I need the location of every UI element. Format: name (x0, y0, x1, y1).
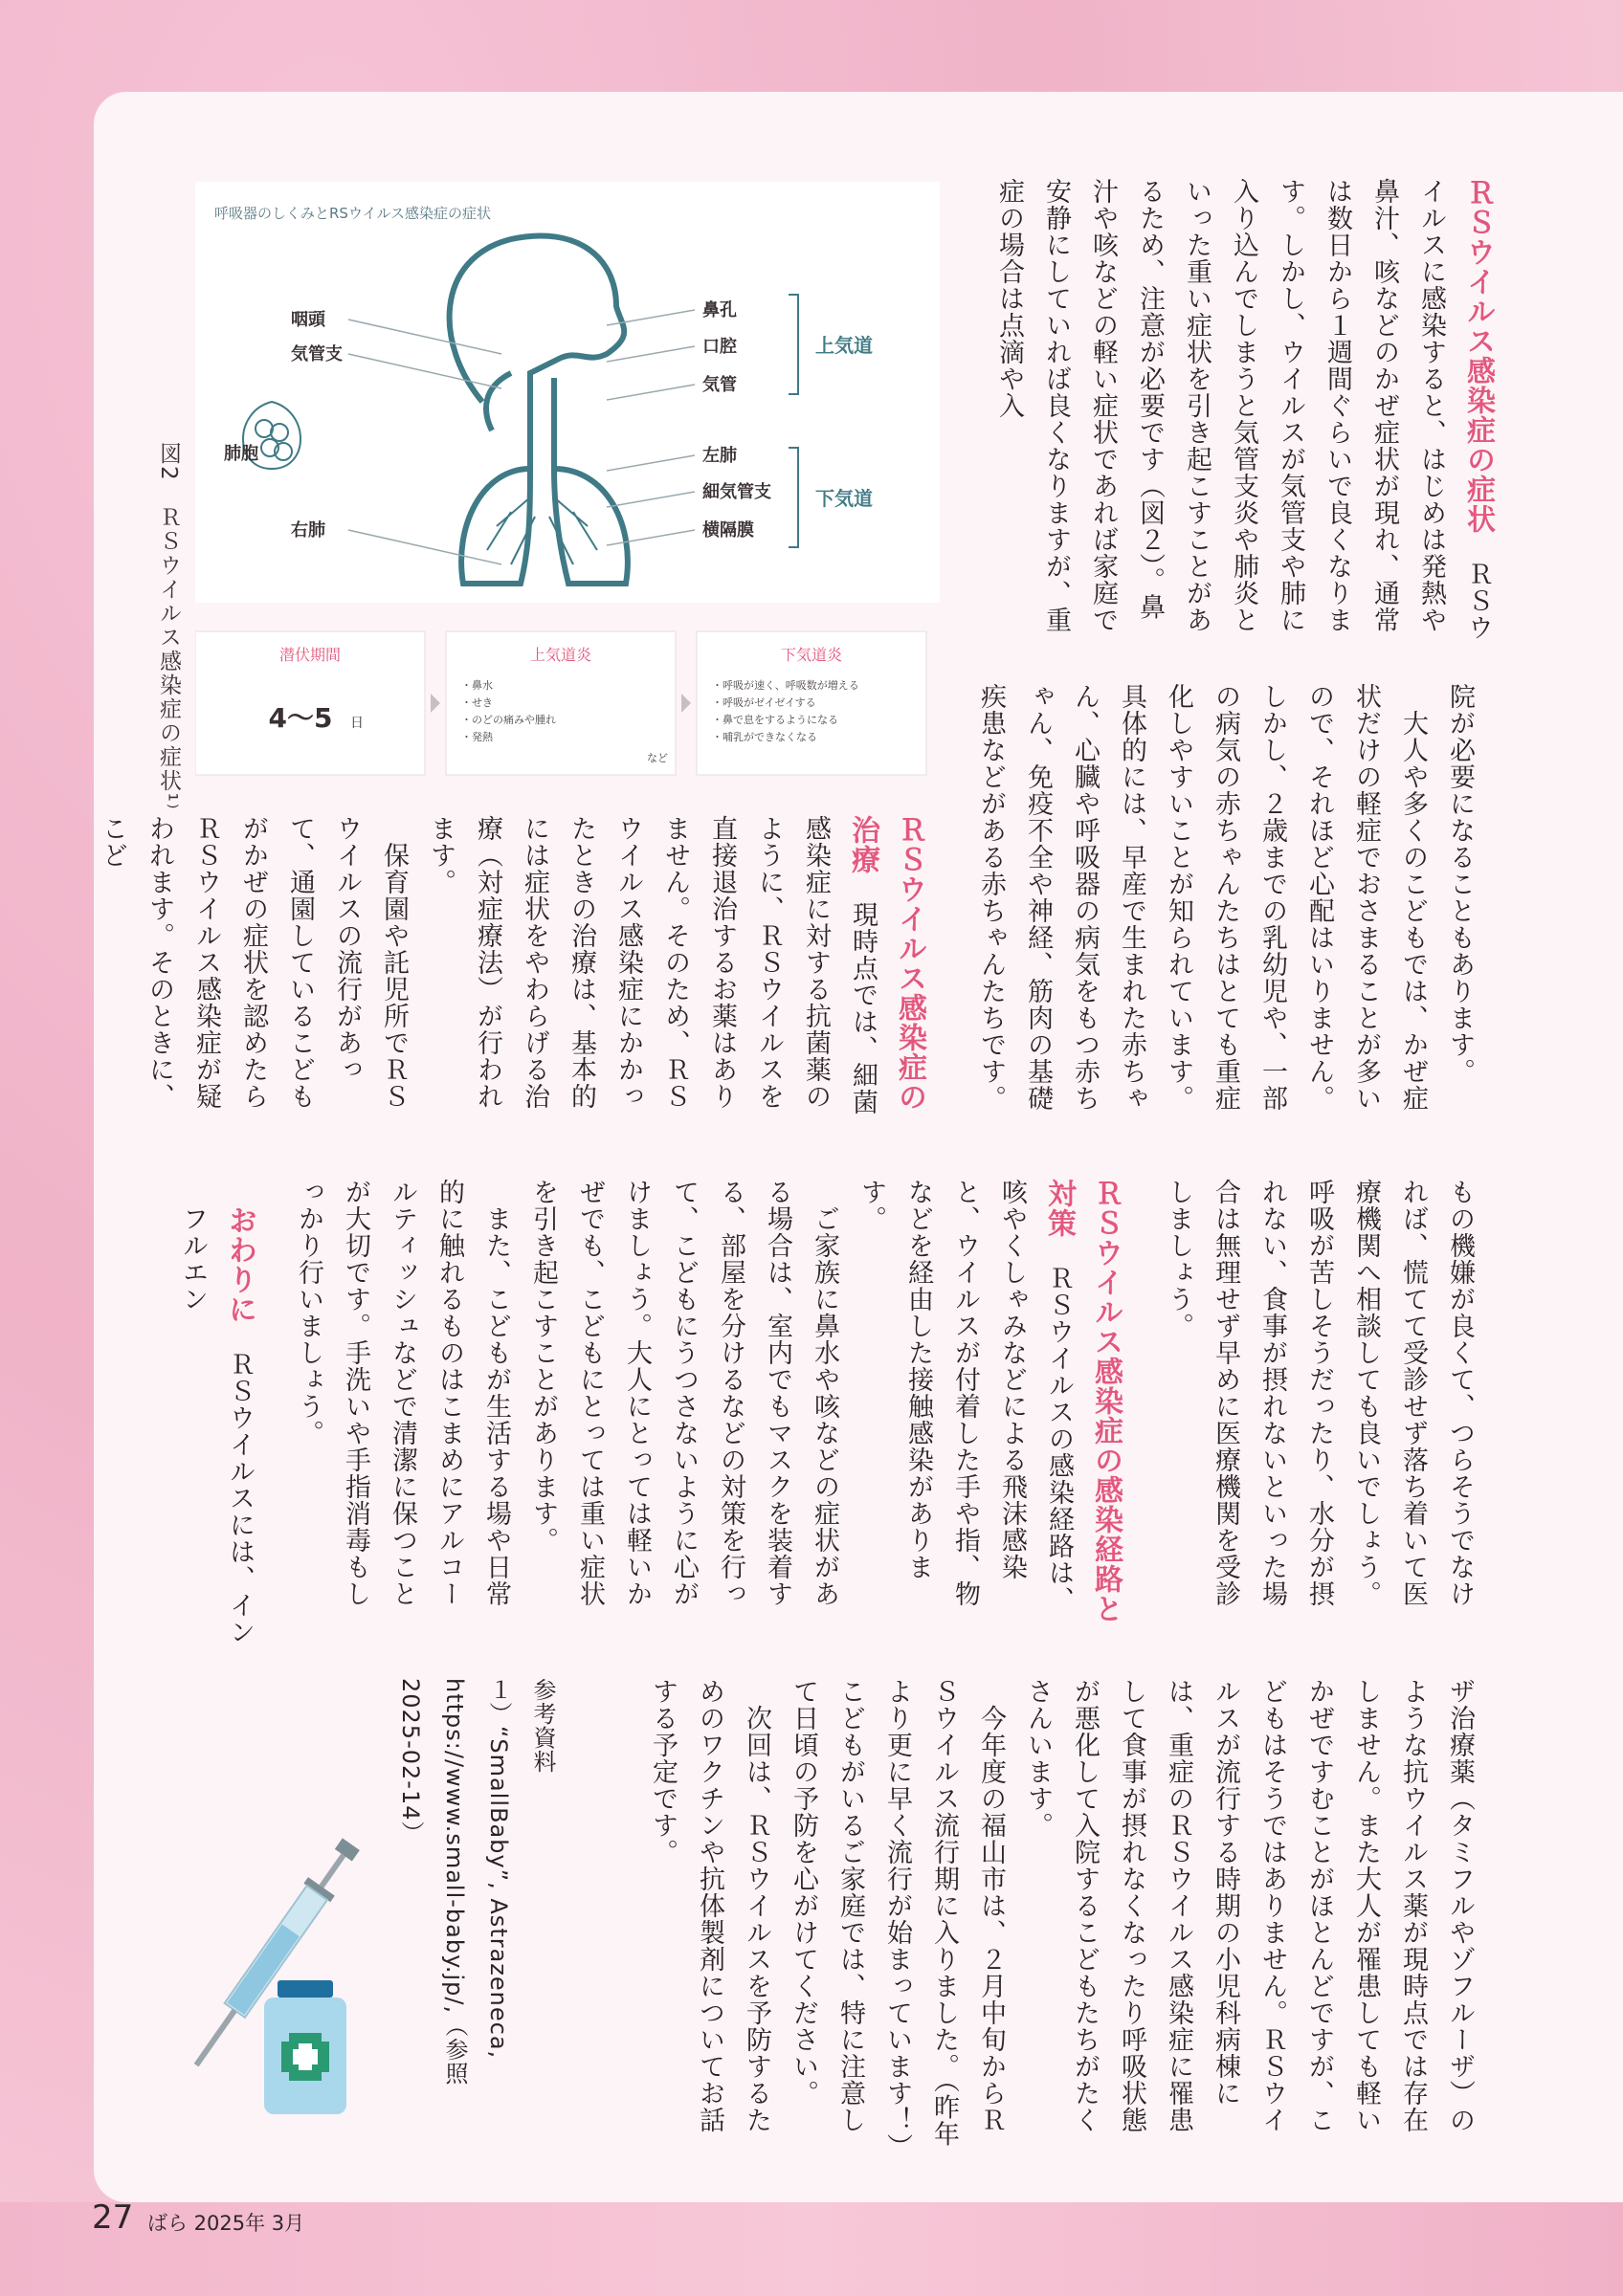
stage-box-title: 上気道炎 (529, 646, 592, 664)
diagram-label: 左肺 (702, 446, 737, 466)
body-text: ザ治療薬（タミフルやゾフルーザ）のような抗ウイルス薬が現時点では存在しません。また大人が罹患しても軽いかぜですむことがほとんどですが、こどもはそうではありません。ＲＳウイルスが流行する時期の小児科病棟には、重症のＲＳウイルス感染症に罹患して食事が摂れなくなったり呼吸状態が悪化して入院するこどもたちがたくさんいます。 今年度の福山市は、２月中旬からＲＳウイルス流行期に入りました。（昨年より更に早く流行が始まっています！）こどもがいるご家庭では、特に注意して日頃の予防を心がけてください。 次回は、ＲＳウイルスを予防するためのワクチンや抗体製剤についてお話する予定です。 (648, 1678, 1475, 2148)
stage-box-title: 潜伏期間 (278, 646, 342, 664)
stage-box-note: など (647, 752, 668, 764)
stage-box (697, 631, 926, 775)
references (392, 1678, 565, 2128)
references-heading: 参考資料 (529, 1678, 556, 1774)
medicine-bottle-icon (264, 1980, 346, 2114)
stage-box-item: ・発熱 (461, 731, 493, 743)
stage-box-item: ・鼻で息をするようになる (712, 714, 838, 726)
figure-respiratory-system (195, 182, 940, 784)
stage-boxes (195, 631, 926, 775)
heading-treatment: ＲＳウイルス感染症の治療 (846, 815, 926, 1112)
incubation-days: 4〜5 (268, 702, 333, 734)
incubation-unit: 日 (350, 716, 364, 731)
body-text: ＲＳウイルスに感染すると、はじめは発熱や鼻汁、咳などのかぜ症状が現れ、通常は数日から１週間ぐらいで良くなります。しかし、ウイルスが気管支や肺に入り込んでしまうと気管支炎や肺炎といった重い症状を引き起こすことがあるため、注意が必要です（図２）。鼻汁や咳などの軽い症状であれば家庭で安静にしていれば良くなりますが、重症の場合は点滴や入 (994, 178, 1493, 641)
heading-infection-route: ＲＳウイルス感染症の感染経路と対策 (1042, 1179, 1123, 1623)
stage-box-item: ・呼吸が速く、呼吸数が増える (712, 679, 859, 692)
footer-publication: ばら 2025年 3月 (147, 2212, 305, 2235)
stage-box-item: ・のどの痛みや腫れ (461, 714, 556, 726)
diagram-label: 鼻孔 (702, 300, 737, 320)
article-column-5 (287, 1179, 1129, 1628)
respiratory-diagram (195, 182, 940, 784)
diagram-label: 気管支 (291, 344, 343, 364)
diagram-label: 細気管支 (702, 482, 771, 502)
article-column-6 (148, 1205, 263, 1645)
diagram-label: 右肺 (291, 520, 325, 541)
body-text: ＲＳウイルスには、インフルエン (178, 1205, 255, 1645)
body-text: 現時点では、細菌感染症に対する抗菌薬のように、ＲＳウイルスを直接退治するお薬はありません。そのため、ＲＳウイルス感染症にかかったときの治療は、基本的には症状をやわらげる治療（対症療法）が行われます。 保育園や託児所でＲＳウイルスの流行があって、通園しているこどもがかぜの症状を認めたらＲＳウイルス感染症が疑われます。そのときに、こど (98, 815, 878, 1115)
arrow-right-icon (431, 694, 440, 713)
arrow-right-icon (681, 694, 691, 713)
heading-closing: おわりに (223, 1205, 256, 1324)
article-column-2 (976, 683, 1483, 1133)
stage-box-item: ・哺乳ができなくなる (712, 731, 817, 743)
diagram-label: 口腔 (702, 337, 737, 357)
stage-box-title: 下気道炎 (780, 646, 843, 664)
stage-box-item: ・せき (461, 696, 493, 709)
diagram-label: 肺胞 (224, 444, 258, 464)
article-column-3 (98, 815, 933, 1131)
stage-box-item: ・呼吸がゼイゼイする (712, 696, 816, 709)
article-column-7 (648, 1678, 1483, 2156)
body-text: 院が必要になることもあります。 大人や多くのこどもでは、かぜ症状だけの軽症でおさまることが多いので、それほど心配はいりません。しかし、２歳までの乳幼児や、一部の病気の赤ちゃんたちはとても重症化しやすいことが知られています。具体的には、早産で生まれた赤ちゃん、心臓や呼吸器の病気をもつ赤ちゃん、免疫不全や神経、筋肉の基礎疾患などがある赤ちゃんたちです。 (976, 683, 1475, 1112)
body-text: もの機嫌が良くて、つらそうでなければ、慌てて受診せず落ち着いて医療機関へ相談しても良いでしょう。呼吸が苦しそうだったり、水分が摂れない、食事が摂れないといった場合は無理せず早めに医療機関を受診しましょう。 (1164, 1179, 1475, 1607)
stage-box (195, 631, 440, 775)
diagram-title: 呼吸器のしくみとRSウイルス感染症の症状 (214, 205, 492, 222)
page-number: 27 (92, 2198, 134, 2237)
diagram-label: 横隔膜 (702, 520, 754, 541)
reference-1: １）“SmallBaby”, Astrazeneca, https://www.small-baby.jp/,（参照2025-02-14） (397, 1678, 512, 2086)
figure-caption: 図2 ＲＳウイルス感染症の症状¹⁾ (156, 442, 181, 811)
stage-box-item: ・鼻水 (461, 679, 493, 692)
diagram-label: 気管 (702, 375, 737, 395)
stage-box (446, 631, 691, 775)
diagram-group-label: 下気道 (815, 487, 873, 510)
heading-symptoms: ＲＳウイルス感染症の症状 (1461, 178, 1495, 534)
article-column-1 (986, 178, 1501, 647)
diagram-label: 咽頭 (291, 310, 325, 330)
article-column-4 (1164, 1179, 1483, 1628)
syringe-bottle-icon (134, 1799, 373, 2124)
diagram-group-label: 上気道 (815, 334, 873, 357)
body-text: ＲＳウイルスの感染経路は、咳やくしゃみなどによる飛沫感染と、ウイルスが付着した手や指、物などを経由した接触感染があります。 ご家族に鼻水や咳などの症状がある場合は、室内でもマスクを装着する、部屋を分けるなどの対策を行って、こどもにうつさないように心がけましょう。大人にとっては軽いかぜでも、こどもにとっては重い症状を引き起こすことがあります。 また、こどもが生活する場や日常的に触れるものはこまめにアルコールティッシュなどで清潔に保つことが大切です。手洗いや手指消毒もしっかり行いましょう。 (294, 1179, 1074, 1613)
